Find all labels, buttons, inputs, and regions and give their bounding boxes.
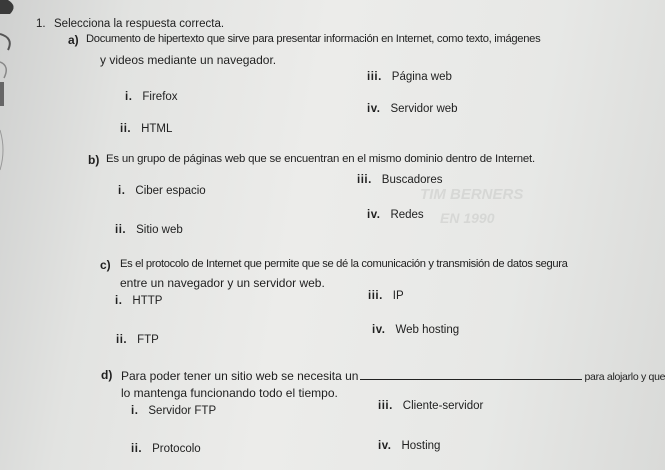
option-b-iv[interactable]: iv. Redes <box>367 209 424 221</box>
question-d-label: d) <box>101 368 113 382</box>
question-a-text-line2: y videos mediante un navegador. <box>100 53 277 67</box>
question-a-label: a) <box>68 33 79 47</box>
option-c-iii[interactable]: iii. IP <box>368 290 404 302</box>
option-a-iii[interactable]: iii. Página web <box>367 71 452 83</box>
question-c-label: c) <box>100 258 111 272</box>
question-d-text-line2: lo mantenga funcionando todo el tiempo. <box>121 386 338 400</box>
option-d-iv[interactable]: iv. Hosting <box>378 440 441 452</box>
question-c-text-line1: Es el protocolo de Internet que permite que se dé la comunicación y transmisión de datos segura <box>120 258 568 270</box>
option-a-iv[interactable]: iv. Servidor web <box>367 103 458 115</box>
option-a-ii[interactable]: ii. HTML <box>120 123 173 135</box>
answer-blank[interactable] <box>360 369 582 380</box>
option-c-ii[interactable]: ii. FTP <box>116 334 159 346</box>
instruction-number: 1. <box>36 18 46 30</box>
question-d-text-line1: Para poder tener un sitio web se necesita un para alojarlo y que <box>121 369 665 383</box>
question-b-text-line1: Es un grupo de páginas web que se encuentran en el mismo dominio dentro de Internet. <box>106 153 535 165</box>
background-watermark: EN 1990 <box>440 210 495 226</box>
option-b-iii[interactable]: iii. Buscadores <box>357 174 443 186</box>
question-a-text-line1: Documento de hipertexto que sirve para presentar información en Internet, como texto, imágenes <box>86 33 541 45</box>
instruction-text: Selecciona la respuesta correcta. <box>54 18 225 30</box>
option-b-i[interactable]: i. Ciber espacio <box>118 185 206 197</box>
option-c-i[interactable]: i. HTTP <box>115 295 163 307</box>
option-c-iv[interactable]: iv. Web hosting <box>372 324 460 336</box>
question-c-text-line2: entre un navegador y un servidor web. <box>120 276 325 290</box>
option-d-iii[interactable]: iii. Cliente-servidor <box>378 400 484 412</box>
option-d-i[interactable]: i. Servidor FTP <box>131 405 217 417</box>
option-b-ii[interactable]: ii. Sitio web <box>115 224 183 236</box>
spiral-binding-icon <box>0 0 22 470</box>
question-b-label: b) <box>88 153 100 167</box>
background-watermark: TIM BERNERS <box>420 186 524 203</box>
option-a-i[interactable]: i. Firefox <box>125 91 178 103</box>
option-d-ii[interactable]: ii. Protocolo <box>131 443 201 455</box>
